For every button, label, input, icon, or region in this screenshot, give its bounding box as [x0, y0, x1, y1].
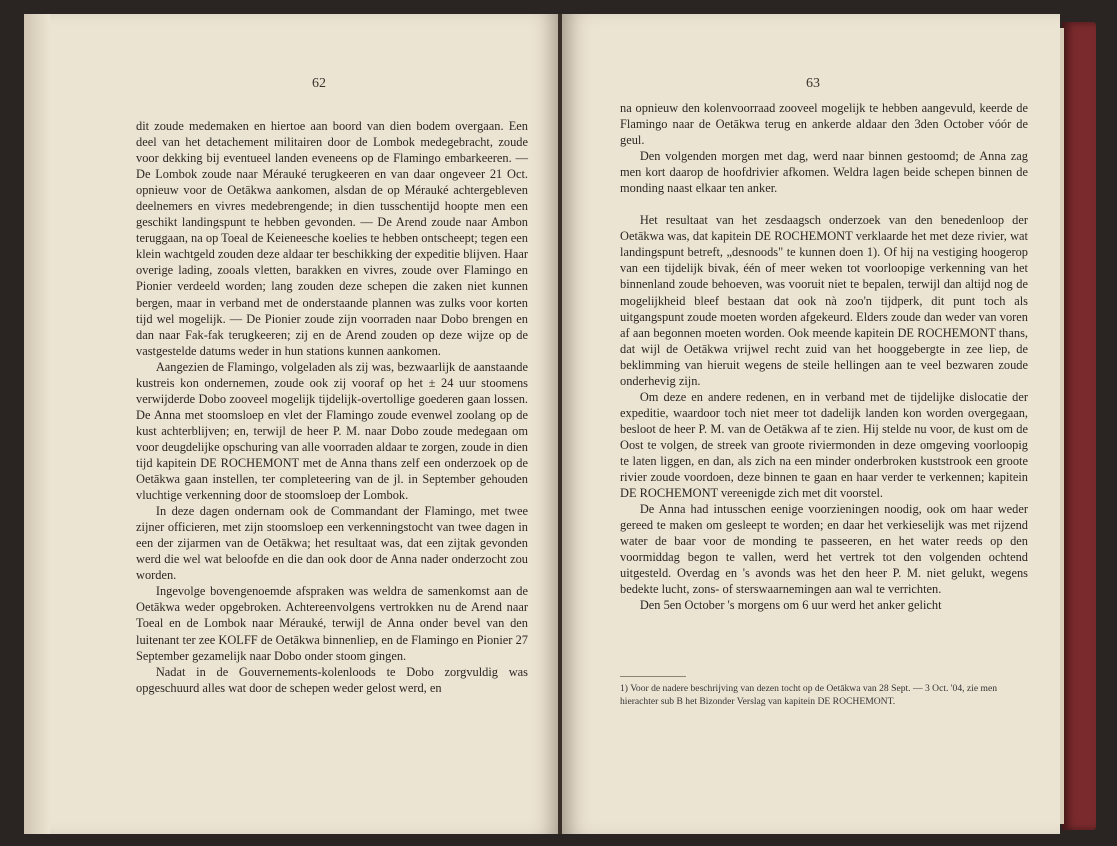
paragraph: Den 5en October 's morgens om 6 uur werd het anker gelicht: [639, 598, 942, 613]
book-cover: [1062, 22, 1096, 830]
paragraph: na opnieuw den kolenvoorraad zooveel mogelijk te hebben aangevuld, keerde de Flamingo naar de Oetākwa terug en ankerde aldaar den 3den October vóór de geul.: [620, 101, 1028, 148]
left-page-text: [136, 118, 528, 696]
paragraph: dit zoude medemaken en hiertoe aan boord van dien bodem overgaan. Een deel van het detachement militairen door de Lombok medegebracht, zoude voor dekking bij eventueel landen eveneens op de Flamingo embarkeeren. — De Lombok zoude naar Mérauké terugkeeren en van daar ongeveer 21 Oct. opnieuw voor de Oetākwa aankomen, alsdan de op Mérauké achtergebleven deelnemers en vivres medebrengende; in dien tusschentijd hoopte men een geschikt landingspunt te hebben gevonden. — De Arend zoude naar Ambon teruggaan, na op Toeal de Keieneesche koelies te hebben ontscheept; tegen een klein wachtgeld zouden deze aldaar ter beschikking der expeditie blijven. Haar overige lading, zooals vletten, barakken en vivres, zoude over Flamingo en Pionier verdeeld worden; lang zouden deze schepen die zaken niet kunnen bergen, maar in verband met de onderstaande plannen was zulks voor korten tijd wel mogelijk. — De Pionier zoude zijn voorraden naar Dobo brengen en dan naar Fak-fak terugkeeren; zij en de Arend zouden op deze wijze op de vastgestelde datums weder in hun stations kunnen aankomen.: [136, 119, 528, 358]
page-number-right: 63: [806, 76, 820, 91]
right-page: [562, 14, 1060, 834]
paragraph: Nadat in de Gouvernements-kolenloods te Dobo zorgvuldig was opgeschuurd alles wat door de schepen weder gelost werd, en: [136, 664, 528, 695]
paragraph: Om deze en andere redenen, en in verband met de tijdelijke dislocatie der expeditie, waardoor toch niet meer tot dadelijk landen kon worden overgegaan, besloot de heer P. M. van de Oetākwa af te zien. Hij stelde nu voor, de kust om de Oost te volgen, de streek van groote riviermonden in deze omgeving voorloopig te laten liggen, en dan, als zich na een minder onderbroken kuststrook een groote rivier zoude voordoen, deze binnen te gaan en haar verder te verkennen; kapitein DE ROCHEMONT vereenigde zich met dit voorstel.: [620, 389, 1028, 501]
right-page-text: [620, 100, 1028, 613]
footnotes: [620, 682, 1028, 708]
left-page: [24, 14, 560, 834]
footnote: 1) Voor de nadere beschrijving van dezen tocht op de Oetākwa van 28 Sept. — 3 Oct. '04, zie men hierachter sub B het Bizonder Verslag van kapitein DE ROCHEMONT.: [620, 683, 998, 707]
paragraph: Ingevolge bovengenoemde afspraken was weldra de samenkomst aan de Oetākwa weder opgebroken. Achtereenvolgens vertrokken nu de Arend naar Toeal en de Lombok naar Mérauké, terwijl de Anna onder bevel van den luitenant ter zee KOLFF de Oetākwa binnenliep, en de Flamingo en Pionier 27 September gezamelijk naar Dobo onder stoom gingen.: [136, 584, 528, 663]
paragraph: Aangezien de Flamingo, volgeladen als zij was, bezwaarlijk de aanstaande kustreis kon ondernemen, zoude ook zij vooraf op het ± 24 uur stoomens verwijderde Dobo zooveel mogelijk tijdelijk-overtollige goederen gaan lossen. De Anna met stoomsloep en vlet der Flamingo zoude evenwel zoolang op de kust achterblijven; en, terwijl de heer P. M. naar Dobo zoude medegaan om voor deugdelijke opschuring van alle voorraden aldaar te zorgen, zoude in dien tijd kapitein DE ROCHEMONT met de Anna thans zelf een onderzoek op de Oetākwa gaan instellen, ter completeering van de jl. in September gehouden vluchtige verkenning door de stoomsloep der Lombok.: [136, 359, 528, 503]
paragraph: Het resultaat van het zesdaagsch onderzoek van den benedenloop der Oetākwa was, dat kapitein DE ROCHEMONT verklaarde het met deze rivier, wat landingspunt betreft, „desnoods" te kunnen doen 1). Of hij na vestiging hoogerop van een tijdelijk bivak, één of meer weken tot voorloopige verkenning van het binnenland zoude behoeven, was vooruit niet te bepalen, terwijl dan altijd nog de mogelijkheid bleef bestaan dat ook nà zoo'n tijdperk, dit punt toch als uitgangspunt zoude moeten worden afgekeurd. Elders zoude dan weder van voren af aan begonnen moeten worden. Ook meende kapitein DE ROCHEMONT thans, dat wijl de Oetākwa vrijwel recht zuid van het hooggebergte in zee liep, de beklimming van hieruit wegens de steile hellingen aan te veel bezwaren zoude onderhevig zijn.: [620, 213, 1028, 388]
paragraph: Den volgenden morgen met dag, werd naar binnen gestoomd; de Anna zag men kort daarop de hoofdrivier afkomen. Weldra lagen beide schepen binnen de monding naast elkaar ten anker.: [620, 149, 1028, 196]
paragraph: De Anna had intusschen eenige voorzieningen noodig, ook om haar weder gereed te maken om gesleept te worden; en daar het verkieselijk was met rijzend water de baar voor de monding te passeeren, en het water reeds op den voormiddag begon te vallen, werd het vertrek tot den volgenden ochtend uitgesteld. Overdag en 's avonds was het den heer P. M. niet gelukt, wegens bedekte lucht, zons- of sterswaarnemingen aan wal te verrichten.: [620, 502, 1028, 597]
footnote-divider: [620, 676, 686, 677]
paragraph: In deze dagen ondernam ook de Commandant der Flamingo, met twee zijner officieren, met zijn stoomsloep een verkenningstocht van twee dagen in een der zijarmen van de Oetākwa; het resultaat was, dat een zijtak gevonden werd die wel wat beloofde en die dan ook door de Anna nader onderzocht zou worden.: [136, 504, 528, 583]
page-number-left: 62: [312, 76, 326, 91]
